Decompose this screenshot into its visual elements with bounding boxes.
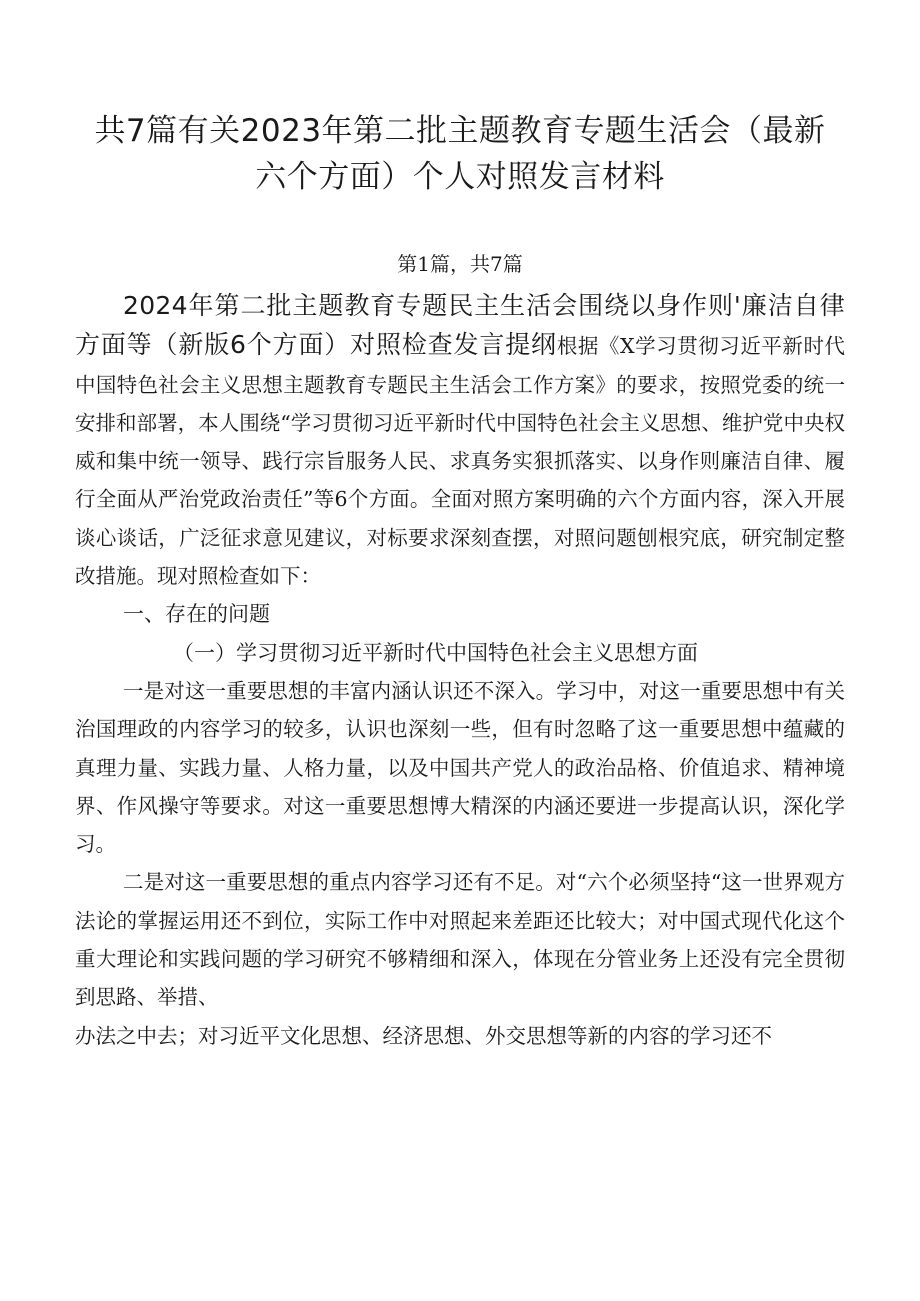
title-line-1: 共7篇有关2023年第二批主题教育专题生活会（最新 — [94, 113, 826, 149]
document-body — [75, 287, 845, 1055]
section-heading: 一、存在的问题 — [123, 602, 270, 627]
paragraph-2-continued: 办法之中去；对习近平文化思想、经济思想、外交思想等新的内容的学习还不 — [75, 1023, 772, 1048]
document-title — [90, 108, 830, 200]
paragraph-1: 一是对这一重要思想的丰富内涵认识还不深入。学习中，对这一重要思想中有关治国理政的内容学习的较多，认识也深刻一些，但有时忽略了这一重要思想中蕴藏的真理力量、实践力量、人格力量，以及中国共产党人的政治品格、价值追求、精神境界、作风操守等要求。对这一重要思想博大精深的内涵还要进一步提高认识，深化学习。 — [75, 678, 845, 857]
article-index: 第1篇，共7篇 — [397, 252, 523, 276]
intro-paragraph — [75, 287, 845, 595]
intro-text: 根据《X学习贯彻习近平新时代中国特色社会主义思想主题教育专题民主生活会工作方案》的要求，按照党委的统一安排和部署，本人围绕“学习贯彻习近平新时代中国特色社会主义思想、维护党中央权威和集中统一领导、践行宗旨服务人民、求真务实狠抓落实、以身作则廉洁自律、履行全面从严治党政治责任”等6个方面。全面对照方案明确的六个方面内容，深入开展谈心谈话，广泛征求意见建议，对标要求深刻查摆，对照问题刨根究底，研究制定整改措施。现对照检查如下： — [75, 334, 846, 589]
paragraph-2: 二是对这一重要思想的重点内容学习还有不足。对“六个必须坚持“这一世界观方法论的掌握运用还不到位，实际工作中对照起来差距还比较大；对中国式现代化这个重大理论和实践问题的学习研究不够精细和深入，体现在分管业务上还没有完全贯彻到思路、举措、 — [75, 870, 845, 1010]
lead-heading: 2024年第二批主题教育专题民主生活会围绕以身作则'廉洁自律方面等（新版6个方面）对照检查发言提纲 — [75, 291, 845, 360]
title-line-2: 六个方面）个人对照发言材料 — [255, 159, 665, 195]
subsection-heading: （一）学习贯彻习近平新时代中国特色社会主义思想方面 — [173, 640, 698, 665]
